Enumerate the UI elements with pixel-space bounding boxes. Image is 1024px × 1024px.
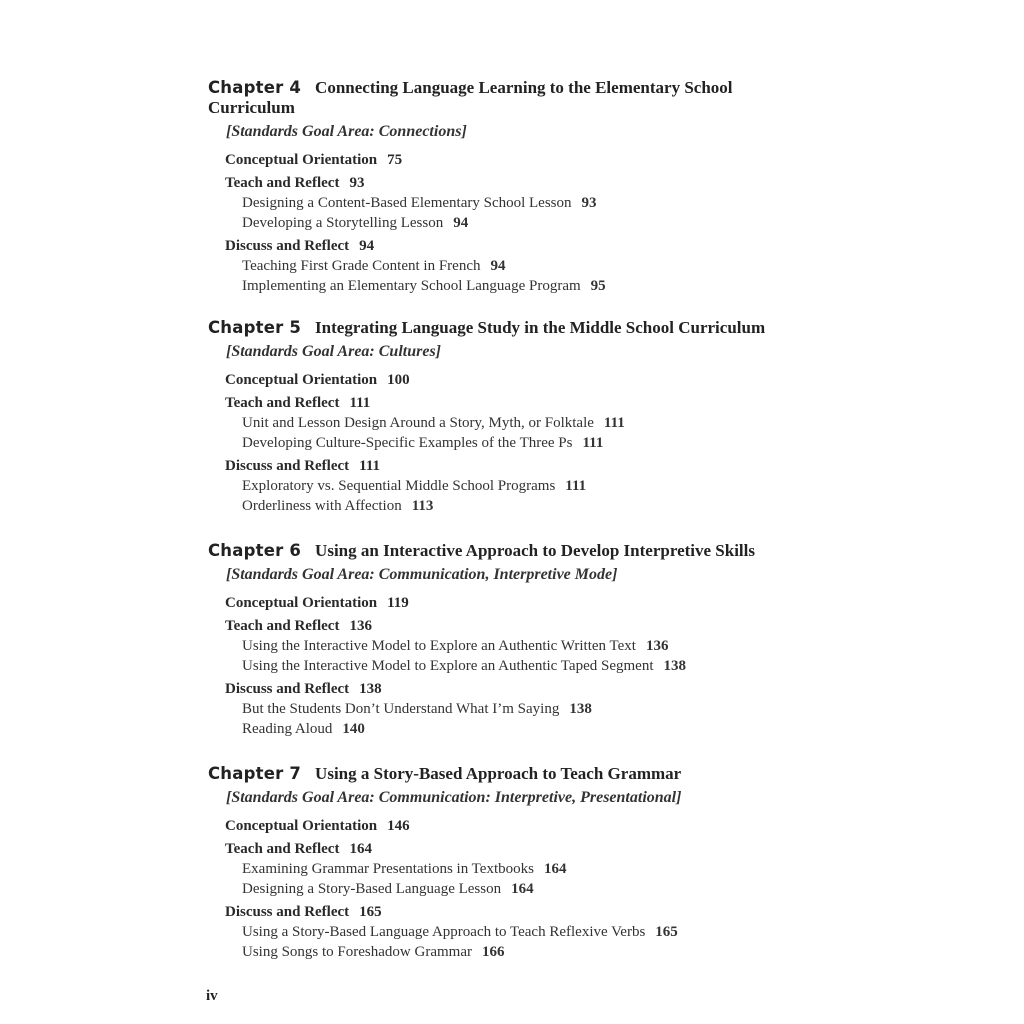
section-title: Conceptual Orientation [225,595,378,611]
subsection-page-number: 164 [511,881,534,897]
section-entry [225,457,808,476]
subsection-title: Designing a Story-Based Language Lesson [242,881,502,897]
section-title: Teach and Reflect [225,175,340,191]
subsection-page-number: 164 [543,861,567,877]
section-entry [225,394,808,413]
subsection-entry [242,699,808,719]
subsection-page-number: 111 [565,478,587,494]
section-title: Conceptual Orientation [225,372,378,388]
subsection-entry [242,256,808,276]
standards-goal-area: [Standards Goal Area: Communication, Interpretive Mode] [226,566,618,583]
section-entry [225,174,808,193]
subsection-entry [242,193,808,213]
chapter-label: Chapter 6 [208,541,302,560]
section-page-number: 138 [359,681,382,697]
chapter-heading [208,764,808,784]
section-entry [225,237,808,256]
section-entry [225,840,808,859]
subsection-entry [242,922,808,942]
chapter-title: Using a Story-Based Approach to Teach Grammar [315,764,682,783]
subsection-page-number: 165 [655,924,678,940]
section-title: Discuss and Reflect [225,904,350,920]
chapter-label: Chapter 5 [208,318,302,337]
section-page-number: 146 [387,818,410,834]
page-number: iv [206,988,218,1004]
chapter-title: Connecting Language Learning to the Elementary School Curriculum [208,78,733,117]
section-page-number: 164 [349,841,372,857]
subsection-title: Teaching First Grade Content in French [242,258,481,274]
standards-goal-area: [Standards Goal Area: Connections] [226,123,467,140]
section-entry [225,371,808,390]
section-title: Conceptual Orientation [225,818,378,834]
subsection-page-number: 140 [342,721,365,737]
subsection-page-number: 94 [490,258,506,274]
subsection-title: Unit and Lesson Design Around a Story, Myth, or Folktale [242,415,594,431]
subsection-title: Orderliness with Affection [242,498,402,514]
subsection-page-number: 95 [590,278,606,294]
section-list [208,371,808,516]
section-title: Teach and Reflect [225,841,340,857]
chapter-heading [208,318,808,338]
section-list [208,594,808,739]
subsection-entry [242,636,808,656]
chapter-title: Using an Interactive Approach to Develop Interpretive Skills [315,541,755,560]
section-title: Teach and Reflect [225,618,340,634]
section-page-number: 100 [387,372,410,388]
subsection-page-number: 111 [603,415,625,431]
subsection-title: Using a Story-Based Language Approach to Teach Reflexive Verbs [242,924,646,940]
section-title: Discuss and Reflect [225,238,350,254]
subsection-title: Developing Culture-Specific Examples of the Three Ps [242,435,573,451]
section-page-number: 119 [387,595,409,611]
standards-goal-area: [Standards Goal Area: Communication: Interpretive, Presentational] [226,789,682,806]
subsection-page-number: 94 [453,215,469,231]
section-entry [225,680,808,699]
section-list [208,817,808,962]
subsection-title: Developing a Storytelling Lesson [242,215,444,231]
section-page-number: 93 [349,175,365,191]
section-title: Conceptual Orientation [225,152,378,168]
section-page-number: 165 [359,904,382,920]
section-page-number: 75 [387,152,403,168]
subsection-entry [242,413,808,433]
chapter-heading [208,78,808,118]
standards-goal-area: [Standards Goal Area: Cultures] [226,343,441,360]
chapter-block [208,541,808,739]
section-title: Teach and Reflect [225,395,340,411]
subsection-entry [242,476,808,496]
chapter-block [208,318,808,516]
subsection-page-number: 113 [411,498,434,514]
section-entry [225,817,808,836]
section-entry [225,617,808,636]
subsection-entry [242,879,808,899]
section-page-number: 136 [349,618,372,634]
subsection-title: Using the Interactive Model to Explore an Authentic Taped Segment [242,658,654,674]
section-list [208,151,808,296]
subsection-entry [242,859,808,879]
chapter-block [208,78,808,296]
subsection-page-number: 111 [582,435,604,451]
chapter-heading [208,541,808,561]
subsection-page-number: 136 [645,638,669,654]
section-title: Discuss and Reflect [225,681,350,697]
subsection-title: Using Songs to Foreshadow Grammar [242,944,472,960]
chapter-label: Chapter 7 [208,764,302,783]
subsection-entry [242,719,808,739]
section-entry [225,151,808,170]
subsection-title: Exploratory vs. Sequential Middle School Programs [242,478,556,494]
section-entry [225,903,808,922]
subsection-entry [242,213,808,233]
subsection-entry [242,656,808,676]
section-title: Discuss and Reflect [225,458,350,474]
subsection-entry [242,942,808,962]
subsection-page-number: 93 [581,195,597,211]
subsection-title: But the Students Don’t Understand What I’m Saying [242,701,560,717]
subsection-title: Reading Aloud [242,721,333,737]
subsection-title: Designing a Content-Based Elementary School Lesson [242,195,572,211]
chapter-title: Integrating Language Study in the Middle School Curriculum [315,318,766,337]
subsection-entry [242,433,808,453]
section-entry [225,594,808,613]
section-page-number: 94 [359,238,375,254]
subsection-entry [242,276,808,296]
subsection-page-number: 138 [663,658,686,674]
subsection-title: Using the Interactive Model to Explore an Authentic Written Text [242,638,636,654]
section-page-number: 111 [359,458,381,474]
section-page-number: 111 [349,395,371,411]
subsection-title: Examining Grammar Presentations in Textbooks [242,861,534,877]
chapter-label: Chapter 4 [208,78,302,97]
subsection-entry [242,496,808,516]
subsection-title: Implementing an Elementary School Language Program [242,278,581,294]
subsection-page-number: 166 [481,944,505,960]
chapter-block [208,764,808,962]
subsection-page-number: 138 [569,701,592,717]
